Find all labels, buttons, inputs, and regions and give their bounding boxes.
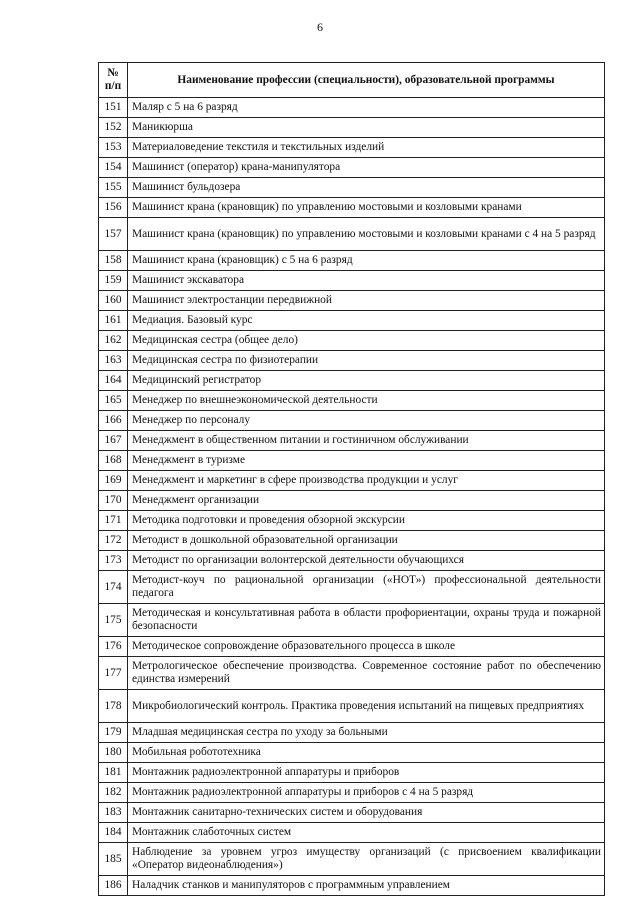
row-program-name: Метрологическое обеспечение производства. Современное состояние работ по обеспечению единства измерений [128,657,605,690]
row-program-name: Мобильная робототехника [128,743,605,763]
row-program-name: Наблюдение за уровнем угроз имуществу организаций (с присвоением квалификации «Оператор видеонаблюдения») [128,843,605,876]
column-header-name: Наименование профессии (специальности), образовательной программы [128,63,605,98]
row-number: 174 [99,571,128,604]
table-row [99,118,605,138]
row-number: 175 [99,604,128,637]
row-number: 156 [99,198,128,218]
row-number: 186 [99,876,128,896]
table-row [99,198,605,218]
row-program-name: Машинист экскаватора [128,271,605,291]
programs-table [98,62,605,896]
row-number: 182 [99,783,128,803]
row-program-name: Менеджмент в туризме [128,451,605,471]
row-program-name: Менеджмент в общественном питании и гостиничном обслуживании [128,431,605,451]
table-row [99,411,605,431]
row-number: 159 [99,271,128,291]
row-program-name: Младшая медицинская сестра по уходу за больными [128,723,605,743]
table-row [99,531,605,551]
table-row [99,723,605,743]
row-number: 153 [99,138,128,158]
row-program-name: Методическое сопровождение образовательного процесса в школе [128,637,605,657]
row-number: 163 [99,351,128,371]
table-row [99,311,605,331]
row-program-name: Маляр с 5 на 6 разряд [128,98,605,118]
row-program-name: Маникюрша [128,118,605,138]
table-header-row [99,63,605,98]
row-program-name: Материаловедение текстиля и текстильных изделий [128,138,605,158]
row-program-name: Монтажник слаботочных систем [128,823,605,843]
row-number: 161 [99,311,128,331]
table-row [99,271,605,291]
table-row [99,471,605,491]
row-program-name: Менеджер по внешнеэкономической деятельности [128,391,605,411]
row-program-name: Методика подготовки и проведения обзорной экскурсии [128,511,605,531]
row-number: 158 [99,251,128,271]
table-row [99,511,605,531]
column-header-number-line1: № [107,67,119,79]
row-program-name: Машинист бульдозера [128,178,605,198]
row-number: 168 [99,451,128,471]
table-row [99,604,605,637]
table-row [99,331,605,351]
row-number: 181 [99,763,128,783]
row-program-name: Менеджер по персоналу [128,411,605,431]
row-program-name: Медицинский регистратор [128,371,605,391]
row-number: 177 [99,657,128,690]
table-row [99,158,605,178]
row-program-name: Менеджмент организации [128,491,605,511]
table-row [99,98,605,118]
table-row [99,451,605,471]
row-number: 173 [99,551,128,571]
row-number: 178 [99,690,128,723]
row-program-name: Медиация. Базовый курс [128,311,605,331]
column-header-number [99,63,128,98]
row-number: 157 [99,218,128,251]
row-program-name: Машинист крана (крановщик) по управлению мостовыми и козловыми кранами с 4 на 5 разряд [128,218,605,251]
table-row [99,431,605,451]
table-row [99,391,605,411]
table-row [99,291,605,311]
column-header-number-line2: п/п [104,80,122,92]
row-program-name: Монтажник радиоэлектронной аппаратуры и приборов [128,763,605,783]
table-row [99,783,605,803]
table-body [99,98,605,896]
row-number: 165 [99,391,128,411]
table-row [99,843,605,876]
row-number: 151 [99,98,128,118]
row-program-name: Методист по организации волонтерской деятельности обучающихся [128,551,605,571]
row-program-name: Методист-коуч по рациональной организации («НОТ») профессиональной деятельности педагога [128,571,605,604]
row-program-name: Монтажник санитарно-технических систем и оборудования [128,803,605,823]
table-row [99,351,605,371]
row-program-name: Микробиологический контроль. Практика проведения испытаний на пищевых предприятиях [128,690,605,723]
row-number: 154 [99,158,128,178]
page-number: 6 [317,20,323,34]
table-row [99,637,605,657]
table-row [99,657,605,690]
table-row [99,690,605,723]
table-row [99,876,605,896]
table-row [99,803,605,823]
row-number: 162 [99,331,128,351]
table-row [99,491,605,511]
row-number: 160 [99,291,128,311]
row-program-name: Монтажник радиоэлектронной аппаратуры и приборов с 4 на 5 разряд [128,783,605,803]
row-program-name: Методическая и консультативная работа в области профориентации, охраны труда и пожарной безопасности [128,604,605,637]
row-number: 167 [99,431,128,451]
row-program-name: Наладчик станков и манипуляторов с программным управлением [128,876,605,896]
table-row [99,763,605,783]
table-row [99,251,605,271]
table-row [99,551,605,571]
row-number: 152 [99,118,128,138]
row-program-name: Машинист крана (крановщик) с 5 на 6 разряд [128,251,605,271]
row-program-name: Машинист крана (крановщик) по управлению мостовыми и козловыми кранами [128,198,605,218]
row-number: 169 [99,471,128,491]
row-program-name: Методист в дошкольной образовательной организации [128,531,605,551]
row-program-name: Менеджмент и маркетинг в сфере производства продукции и услуг [128,471,605,491]
row-number: 172 [99,531,128,551]
table-row [99,218,605,251]
row-number: 171 [99,511,128,531]
row-number: 176 [99,637,128,657]
row-program-name: Медицинская сестра по физиотерапии [128,351,605,371]
row-number: 166 [99,411,128,431]
row-number: 184 [99,823,128,843]
table-row [99,371,605,391]
table-row [99,178,605,198]
row-program-name: Медицинская сестра (общее дело) [128,331,605,351]
row-number: 185 [99,843,128,876]
table-row [99,138,605,158]
table-row [99,743,605,763]
row-number: 170 [99,491,128,511]
row-number: 179 [99,723,128,743]
row-number: 183 [99,803,128,823]
row-program-name: Машинист (оператор) крана-манипулятора [128,158,605,178]
row-number: 155 [99,178,128,198]
table-row [99,823,605,843]
row-number: 164 [99,371,128,391]
table-row [99,571,605,604]
row-number: 180 [99,743,128,763]
row-program-name: Машинист электростанции передвижной [128,291,605,311]
